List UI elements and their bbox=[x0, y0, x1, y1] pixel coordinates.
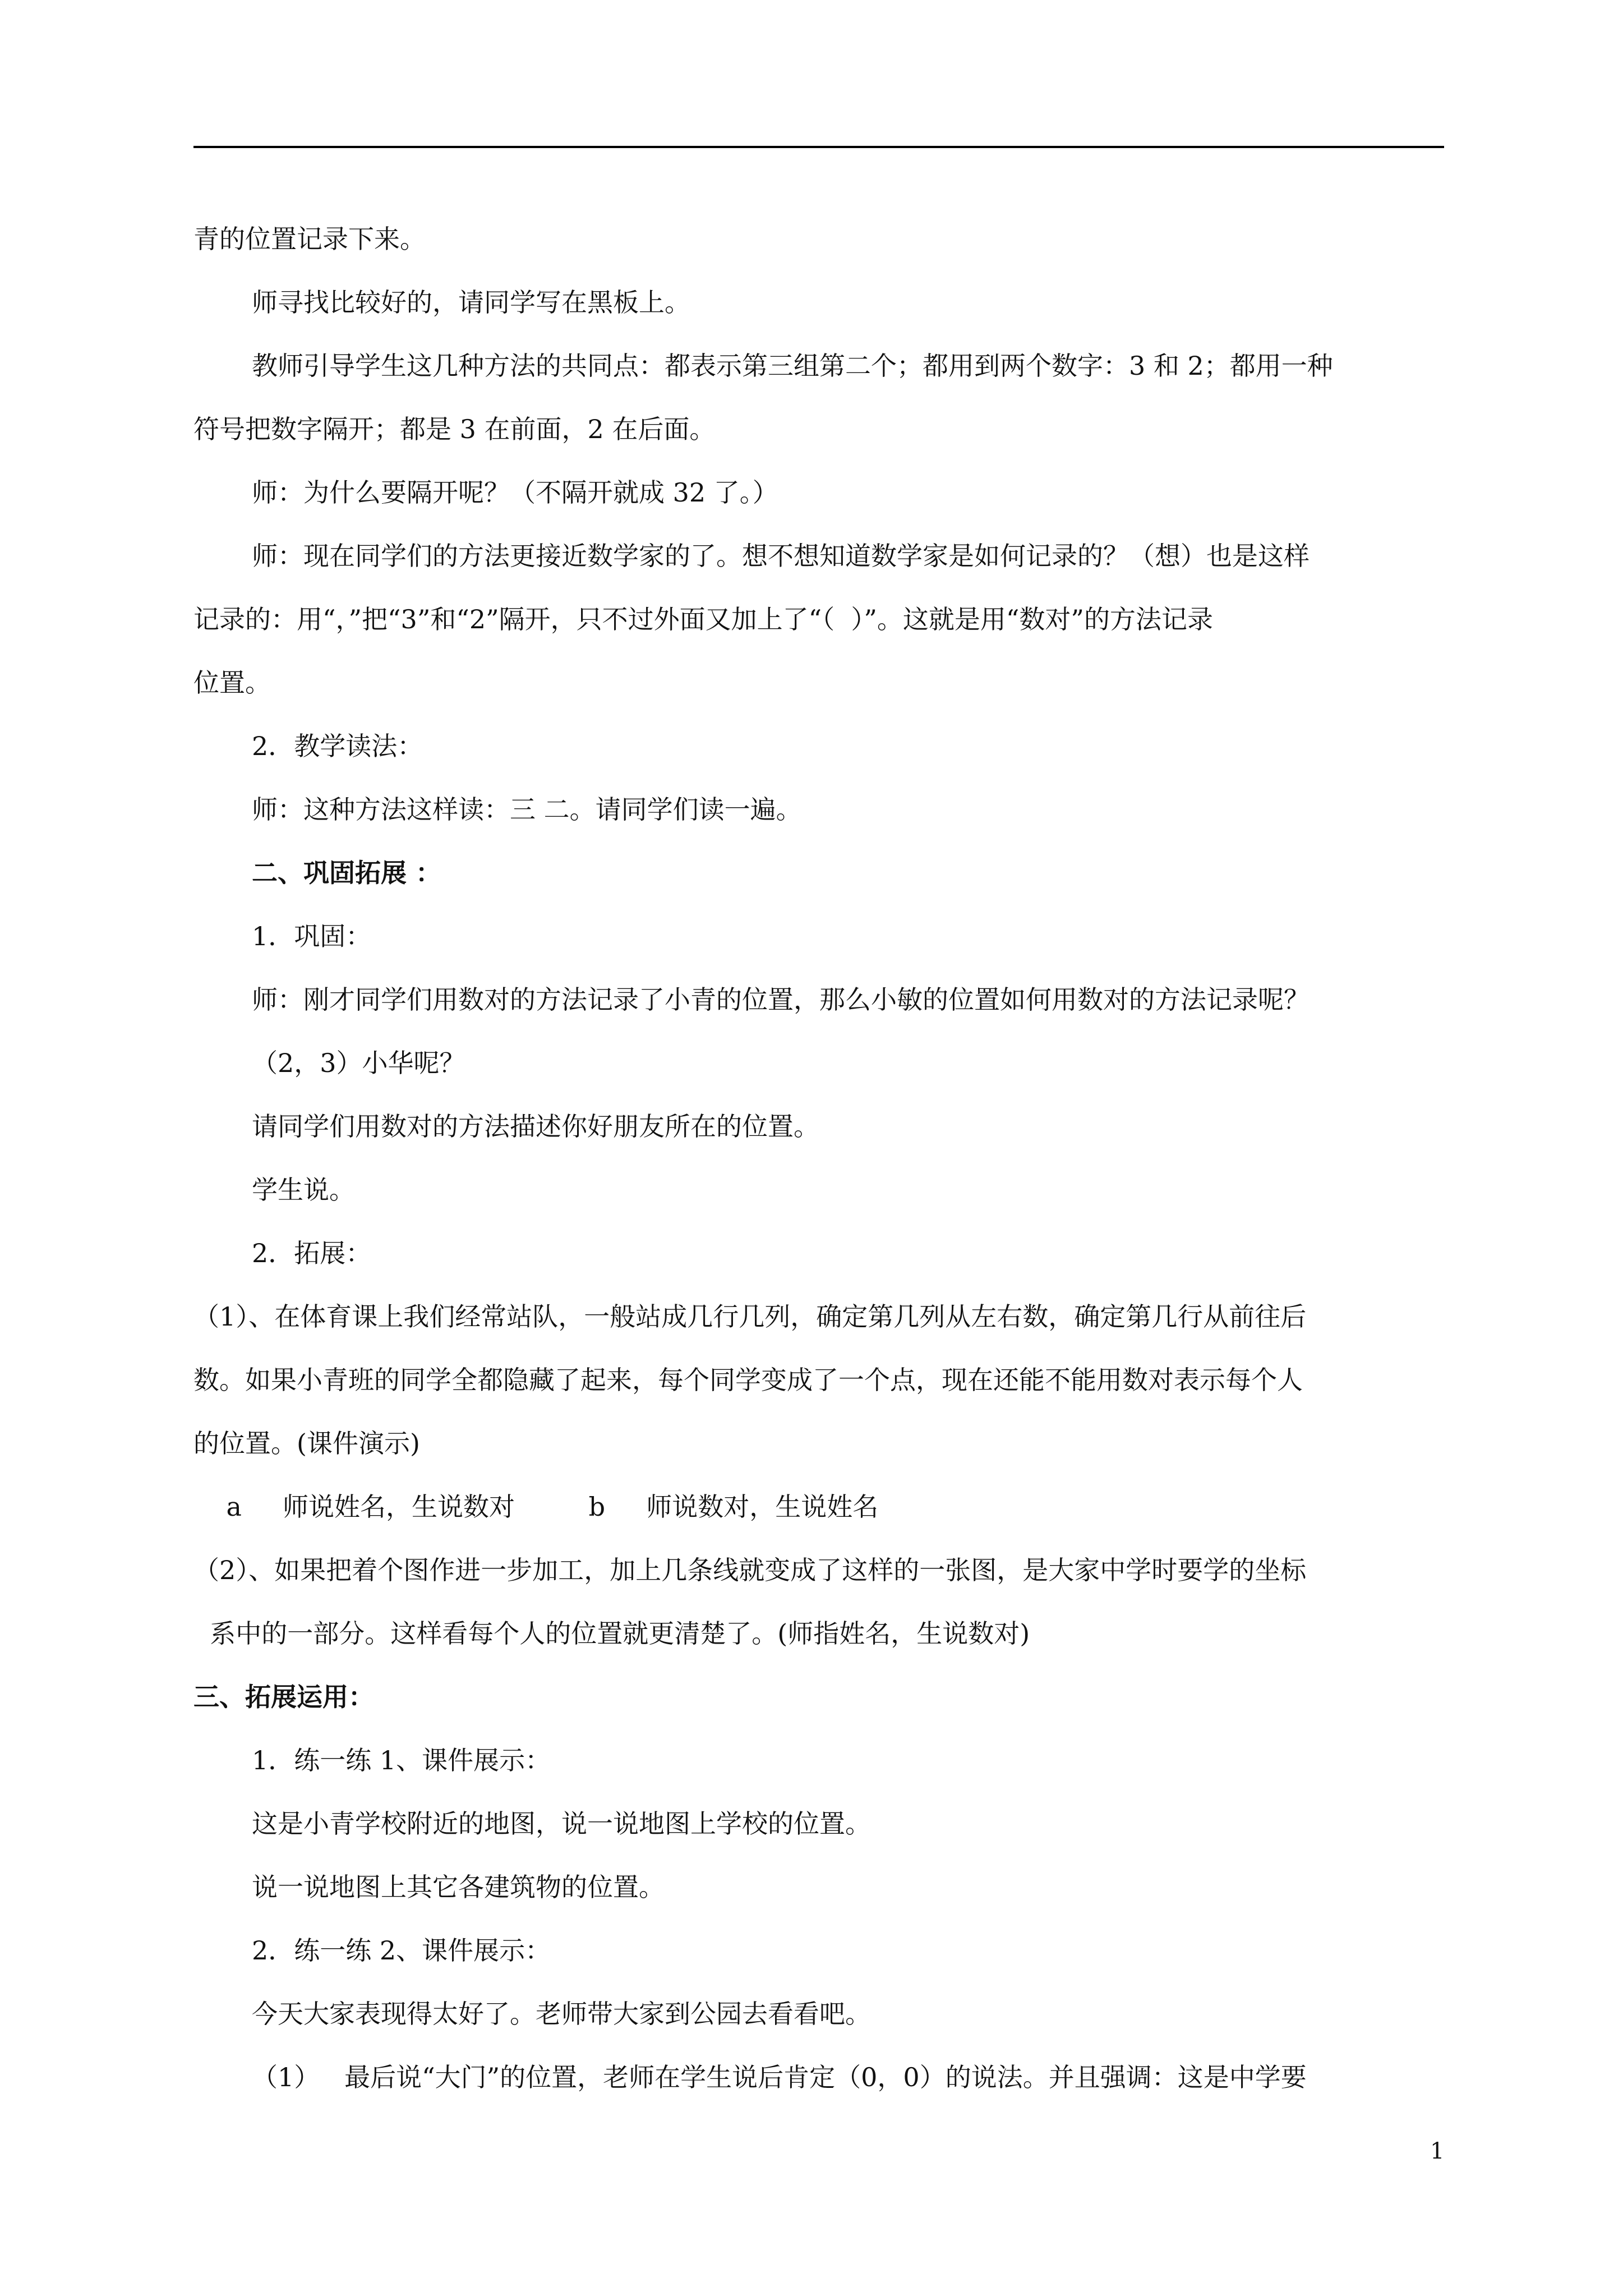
paragraph-line: 师：现在同学们的方法更接近数学家的了。想不想知道数学家是如何记录的？（想）也是这样 bbox=[252, 541, 1310, 571]
paragraph-line: 师：刚才同学们用数对的方法记录了小青的位置，那么小敏的位置如何用数对的方法记录呢？ bbox=[252, 984, 1310, 1015]
paragraph-line: （1） 最后说“大门”的位置，老师在学生说后肯定（0，0）的说法。并且强调：这是中学要 bbox=[252, 2062, 1307, 2092]
paragraph-line: （1）、在体育课上我们经常站队，一般站成几行几列，确定第几列从左右数，确定第几行从前往后 bbox=[193, 1301, 1307, 1332]
paragraph-line: 2．拓展： bbox=[252, 1238, 372, 1268]
paragraph-line: 1．练一练 1、课件展示： bbox=[252, 1745, 551, 1775]
paragraph-line: a 师说姓名，生说数对 b 师说数对，生说姓名 bbox=[193, 1492, 879, 1522]
paragraph-line: 学生说。 bbox=[252, 1175, 355, 1205]
paragraph-line: 的位置。(课件演示) bbox=[193, 1428, 420, 1458]
section-heading: 二、巩固拓展 ： bbox=[252, 858, 442, 888]
page-number: 1 bbox=[1430, 2138, 1445, 2164]
paragraph-line: 位置。 bbox=[193, 668, 271, 698]
paragraph-line: 符号把数字隔开；都是 3 在前面，2 在后面。 bbox=[193, 414, 716, 444]
paragraph-line: 今天大家表现得太好了。老师带大家到公园去看看吧。 bbox=[252, 1999, 871, 2029]
header-rule bbox=[193, 146, 1444, 148]
paragraph-line: 说一说地图上其它各建筑物的位置。 bbox=[252, 1872, 665, 1902]
paragraph-line: （2）、如果把着个图作进一步加工，加上几条线就变成了这样的一张图，是大家中学时要学的坐标 bbox=[193, 1555, 1307, 1585]
section-heading: 三、拓展运用： bbox=[193, 1682, 374, 1712]
paragraph-line: 师：为什么要隔开呢？（不隔开就成 32 了。） bbox=[252, 477, 778, 508]
paragraph-line: 2．练一练 2、课件展示： bbox=[252, 1935, 551, 1966]
paragraph-line: 这是小青学校附近的地图，说一说地图上学校的位置。 bbox=[252, 1809, 871, 1839]
paragraph-line: 青的位置记录下来。 bbox=[193, 224, 426, 254]
paragraph-line: 系中的一部分。这样看每个人的位置就更清楚了。(师指姓名，生说数对) bbox=[193, 1618, 1030, 1649]
document-body bbox=[193, 208, 1444, 2109]
paragraph-line: 记录的：用“，”把“3”和“2”隔开，只不过外面又加上了“（ ）”。这就是用“数对”的方法记录 bbox=[193, 604, 1213, 634]
paragraph-line: 数。如果小青班的同学全都隐藏了起来，每个同学变成了一个点，现在还能不能用数对表示每个人 bbox=[193, 1365, 1303, 1395]
paragraph-line: 教师引导学生这几种方法的共同点：都表示第三组第二个；都用到两个数字：3 和 2；都用一种 bbox=[252, 351, 1333, 381]
paragraph-line: 1．巩固： bbox=[252, 921, 372, 951]
paragraph-line: 师：这种方法这样读：三 二。请同学们读一遍。 bbox=[252, 794, 802, 825]
paragraph-line: 请同学们用数对的方法描述你好朋友所在的位置。 bbox=[252, 1111, 819, 1142]
paragraph-line: 师寻找比较好的，请同学写在黑板上。 bbox=[252, 287, 690, 318]
paragraph-line: （2，3）小华呢？ bbox=[252, 1048, 465, 1078]
paragraph-line: 2．教学读法： bbox=[252, 731, 423, 761]
